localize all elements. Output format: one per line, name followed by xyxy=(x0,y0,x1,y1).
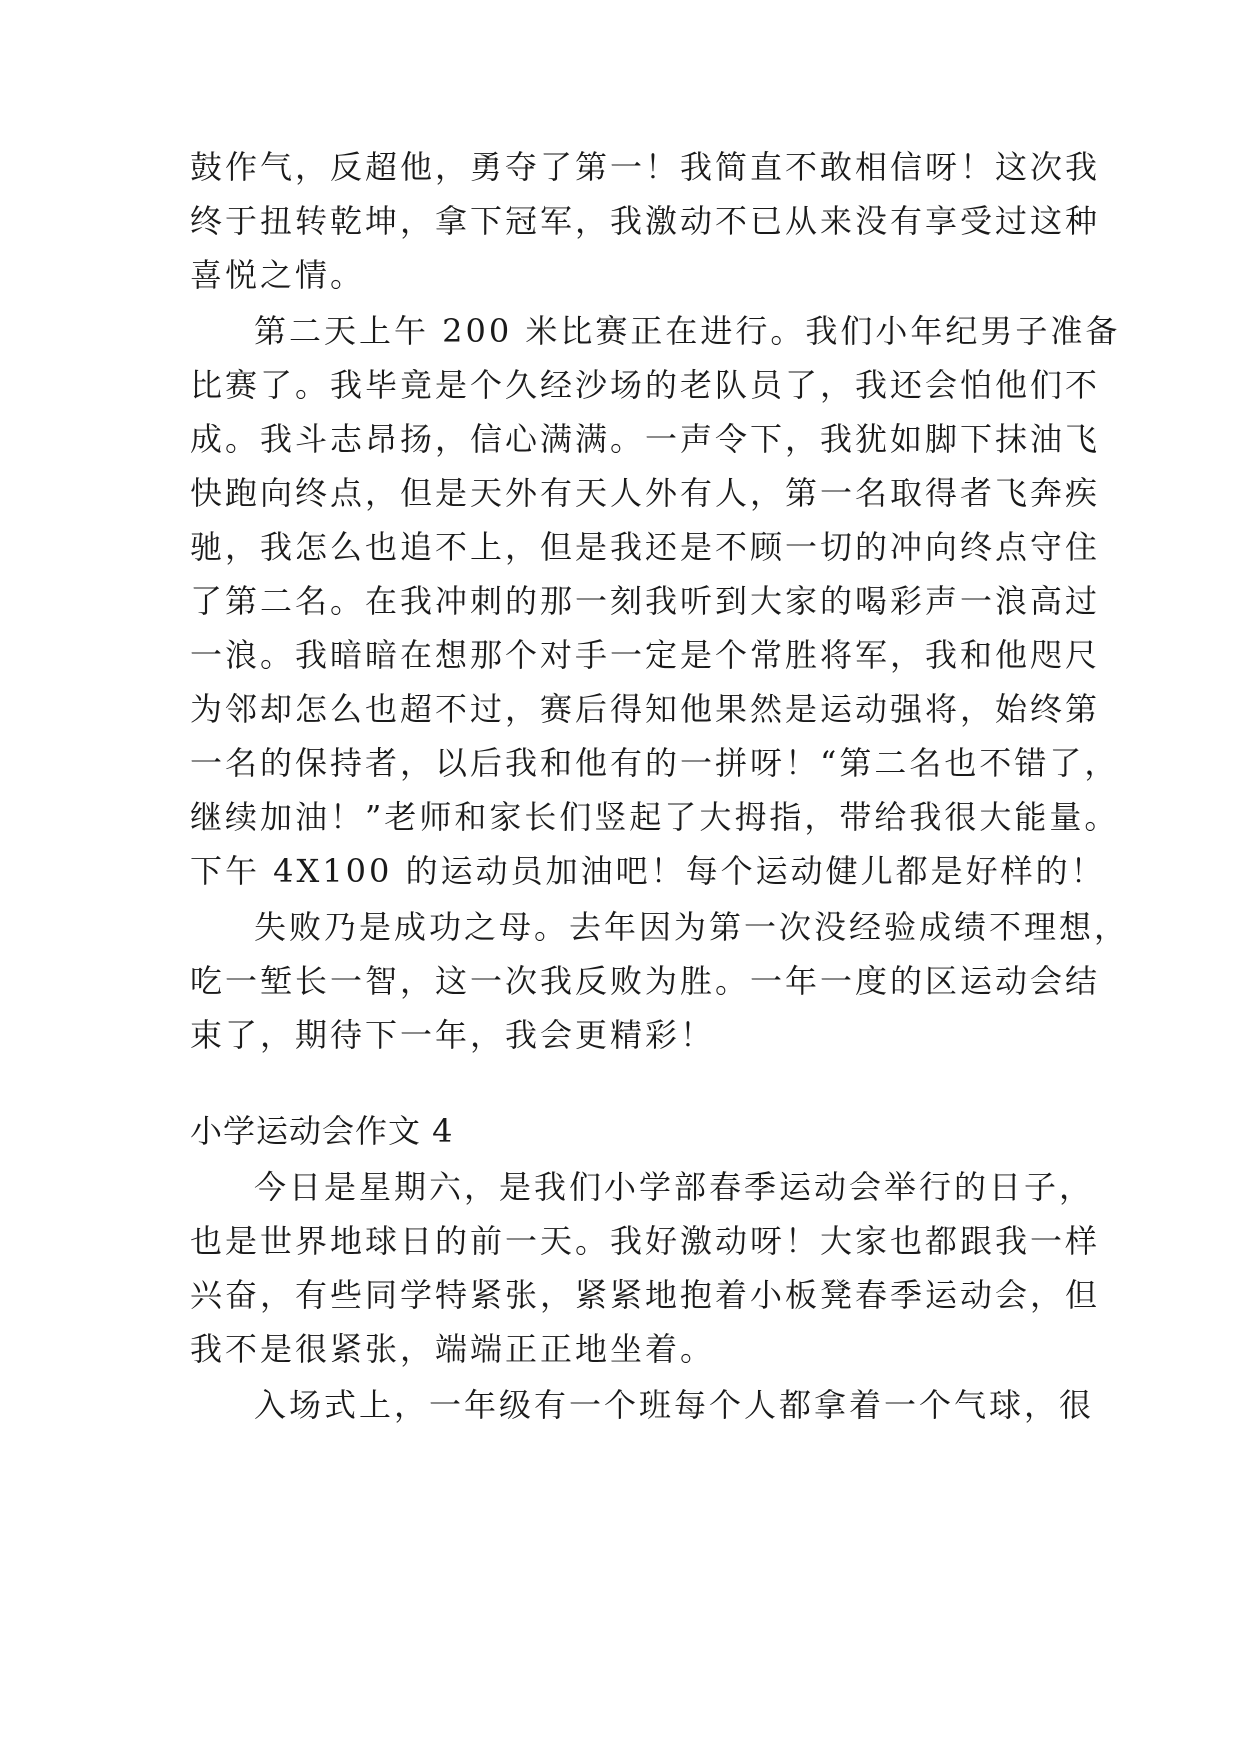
text-line: 继续加油！”老师和家长们竖起了大拇指，带给我很大能量。 xyxy=(190,798,1120,836)
text-line: 比赛了。我毕竟是个久经沙场的老队员了，我还会怕他们不 xyxy=(190,366,1101,404)
text-line: 一浪。我暗暗在想那个对手一定是个常胜将军，我和他咫尺 xyxy=(190,636,1101,674)
paragraph-first-line: 今日是星期六，是我们小学部春季运动会举行的日子， xyxy=(254,1168,1095,1206)
paragraph-first-line: 入场式上，一年级有一个班每个人都拿着一个气球，很 xyxy=(254,1386,1095,1424)
text-line: 下午 4X100 的运动员加油吧！每个运动健儿都是好样的！ xyxy=(190,852,1106,890)
paragraph-first-line: 失败乃是成功之母。去年因为第一次没经验成绩不理想， xyxy=(254,908,1130,946)
section-heading: 小学运动会作文 4 xyxy=(190,1112,454,1150)
text-line: 了第二名。在我冲刺的那一刻我听到大家的喝彩声一浪高过 xyxy=(190,582,1101,620)
text-line: 驰，我怎么也追不上，但是我还是不顾一切的冲向终点守住 xyxy=(190,528,1101,566)
text-line: 我不是很紧张，端端正正地坐着。 xyxy=(190,1330,716,1368)
text-line: 喜悦之情。 xyxy=(190,256,366,294)
text-line: 为邻却怎么也超不过，赛后得知他果然是运动强将，始终第 xyxy=(190,690,1101,728)
text-line: 成。我斗志昂扬，信心满满。一声令下，我犹如脚下抹油飞 xyxy=(190,420,1101,458)
text-line: 兴奋，有些同学特紧张，紧紧地抱着小板凳春季运动会，但 xyxy=(190,1276,1101,1314)
text-line: 也是世界地球日的前一天。我好激动呀！大家也都跟我一样 xyxy=(190,1222,1101,1260)
paragraph-first-line: 第二天上午 200 米比赛正在进行。我们小年纪男子准备 xyxy=(254,312,1121,350)
text-line: 快跑向终点，但是天外有天人外有人，第一名取得者飞奔疾 xyxy=(190,474,1101,512)
text-line: 束了，期待下一年，我会更精彩！ xyxy=(190,1016,716,1054)
text-line: 终于扭转乾坤，拿下冠军，我激动不已从来没有享受过这种 xyxy=(190,202,1101,240)
text-line: 鼓作气，反超他，勇夺了第一！我简直不敢相信呀！这次我 xyxy=(190,148,1101,186)
text-line: 吃一堑长一智，这一次我反败为胜。一年一度的区运动会结 xyxy=(190,962,1101,1000)
text-line: 一名的保持者，以后我和他有的一拼呀！“第二名也不错了， xyxy=(190,744,1120,782)
